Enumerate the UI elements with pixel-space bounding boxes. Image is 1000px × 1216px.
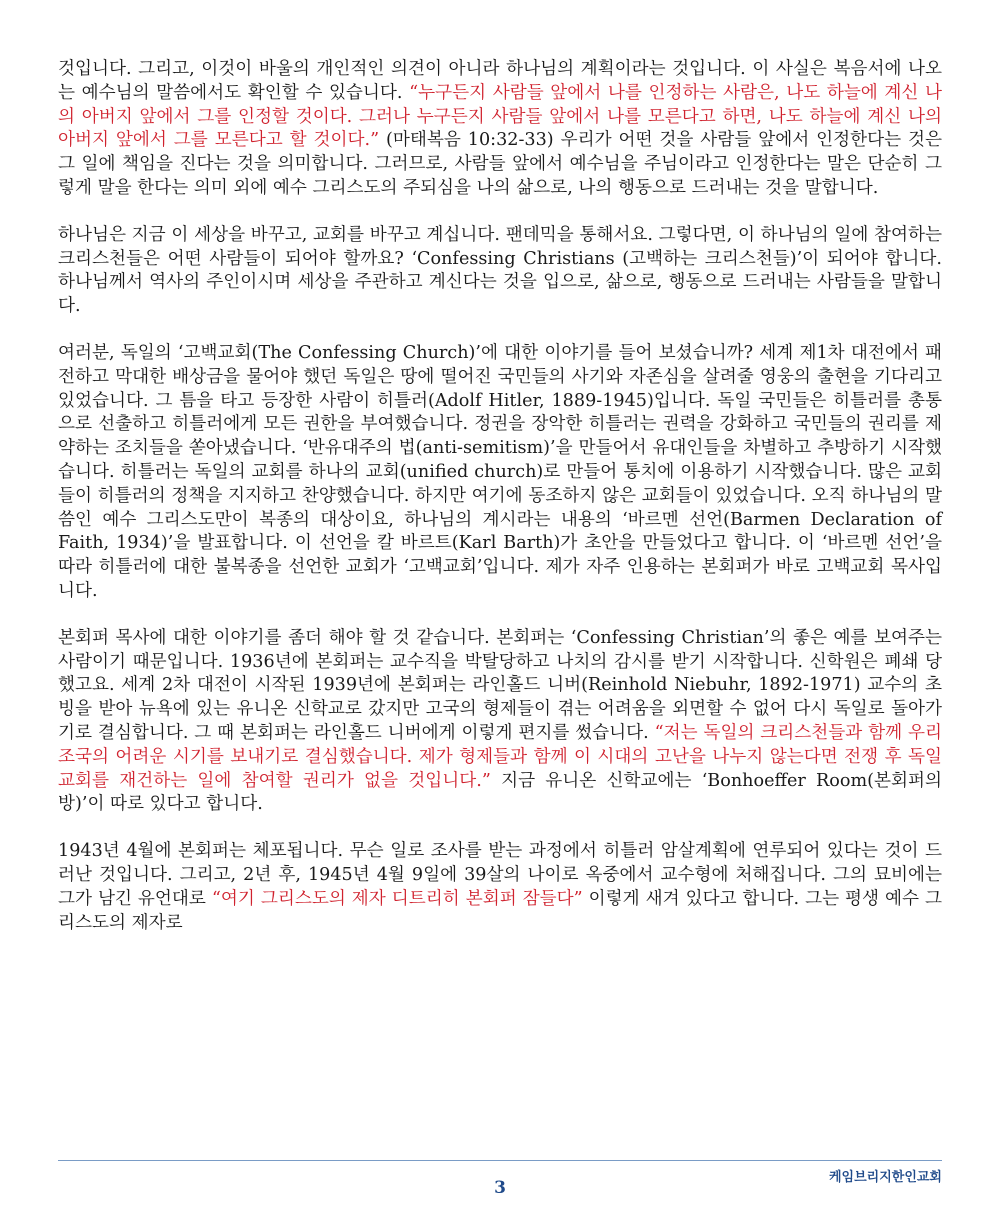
text-run: 하나님은 지금 이 세상을 바꾸고, 교회를 바꾸고 계십니다. 팬데믹을 통해서요. 그렇다면, 이 하나님의 일에 참여하는 크리스천들은 어떤 사람들이 되어야 할까요? ‘Confessing Christians (고백하는 크리스천들)’이 되어야 합니다. 하나님께서 역사의 주인이시며 세상을 주관하고 계신다는 것을 입으로, 삶으로, 행동으로 드러내는 사람들을 말합니다.	[58, 224, 942, 317]
text-run: 1943년 4월에 본회퍼는 체포됩니다. 무슨 일로 조사를 받는 과정에서 히틀러 암살계획에 연루되어 있다는 것이 드러난 것입니다. 그리고, 2년 후, 1945년 4월 9일에 39살의 나이로 옥중에서 교수형에 처해집니다. 그의 묘비에는 그가 남긴 유언대로	[58, 841, 942, 909]
paragraph-3	[58, 342, 942, 604]
text-run: 지금 유니온 신학교에는 ‘Bonhoeffer Room(본회퍼의 방)’이 따로 있다고 합니다.	[58, 770, 943, 815]
scripture-quote: “누구든지 사람들 앞에서 나를 인정하는 사람은, 나도 하늘에 계신 나의 아버지 앞에서 그를 인정할 것이다. 그러나 누구든지 사람들 앞에서 나를 모른다고 하면, 나도 하늘에 계신 나의 아버지 앞에서 그를 모른다고 할 것이다.”	[58, 82, 942, 151]
text-run: 여러분, 독일의 ‘고백교회(The Confessing Church)’에 대한 이야기를 들어 보셨습니까? 세계 제1차 대전에서 패전하고 막대한 배상금을 물어야 했던 독일은 땅에 떨어진 국민들의 사기와 자존심을 살려줄 영웅의 출현을 기다리고 있었습니다. 그 틈을 타고 등장한 사람이 히틀러(Adolf Hitler, 1889-1945)입니다. 독일 국민들은 히틀러를 총통으로 선출하고 히틀러에게 모든 권한을 부여했습니다. 정권을 장악한 히틀러는 권력을 강화하고 국민들의 권리를 제약하는 조치들을 쏟아냈습니다. ‘반유대주의 법(anti-semitism)’을 만들어서 유대인들을 차별하고 추방하기 시작했습니다. 히틀러는 독일의 교회를 하나의 교회(unified church)로 만들어 통치에 이용하기 시작했습니다. 많은 교회들이 히틀러의 정책을 지지하고 찬양했습니다. 하지만 여기에 동조하지 않은 교회들이 있었습니다. 오직 하나님의 말씀인 예수 그리스도만이 복종의 대상이요, 하나님의 계시라는 내용의 ‘바르멘 선언(Barmen Declaration of Faith, 1934)’을 발표합니다. 이 선언을 칼 바르트(Karl Barth)가 초안을 만들었다고 합니다. 이 ‘바르멘 선언’을 따라 히틀러에 대한 불복종을 선언한 교회가 ‘고백교회’입니다. 제가 자주 인용하는 본회퍼가 바로 고백교회 목사입니다.	[58, 342, 942, 601]
epitaph-quote: “여기 그리스도의 제자 디트리히 본회퍼 잠들다”	[211, 888, 583, 909]
text-run: 본회퍼 목사에 대한 이야기를 좀더 해야 할 것 같습니다. 본회퍼는 ‘Confessing Christian’의 좋은 예를 보여주는 사람이기 때문입니다. 1936년에 본회퍼는 교수직을 박탈당하고 나치의 감시를 받기 시작합니다. 신학원은 폐쇄 당했고요. 세계 2차 대전이 시작된 1939년에 본회퍼는 라인홀드 니버(Reinhold Niebuhr, 1892-1971) 교수의 초빙을 받아 뉴욕에 있는 유니온 신학교로 갔지만 고국의 형제들이 겪는 어려움을 외면할 수 없어 다시 독일로 돌아가기로 결심합니다. 그 때 본회퍼는 라인홀드 니버에게 이렇게 편지를 썼습니다.	[58, 627, 942, 743]
page-number: 3	[494, 1178, 506, 1198]
page-body	[58, 58, 942, 958]
church-name: 케임브리지한인교회	[828, 1170, 942, 1185]
paragraph-5	[58, 840, 942, 935]
footer-divider	[58, 1160, 942, 1161]
text-run: (마태복음 10:32-33) 우리가 어떤 것을 사람들 앞에서 인정한다는 것은 그 일에 책임을 진다는 것을 의미합니다. 그러므로, 사람들 앞에서 예수님을 주님이라고 인정한다는 말은 단순히 그렇게 말을 한다는 의미 외에 예수 그리스도의 주되심을 나의 삶으로, 나의 행동으로 드러내는 것을 말합니다.	[58, 130, 943, 198]
text-run: 이렇게 새겨 있다고 합니다. 그는 평생 예수 그리스도의 제자로	[58, 888, 942, 933]
paragraph-4	[58, 627, 942, 817]
paragraph-2	[58, 224, 942, 319]
text-run: 것입니다. 그리고, 이것이 바울의 개인적인 의견이 아니라 하나님의 계획이라는 것입니다. 이 사실은 복음서에 나오는 예수님의 말씀에서도 확인할 수 있습니다.	[58, 59, 943, 103]
letter-quote: “저는 독일의 크리스천들과 함께 우리 조국의 어려운 시기를 보내기로 결심했습니다. 제가 형제들과 함께 이 시대의 고난을 나누지 않는다면 전쟁 후 독일 교회를 재건하는 일에 참여할 권리가 없을 것입니다.”	[58, 722, 943, 791]
paragraph-1	[58, 58, 942, 201]
